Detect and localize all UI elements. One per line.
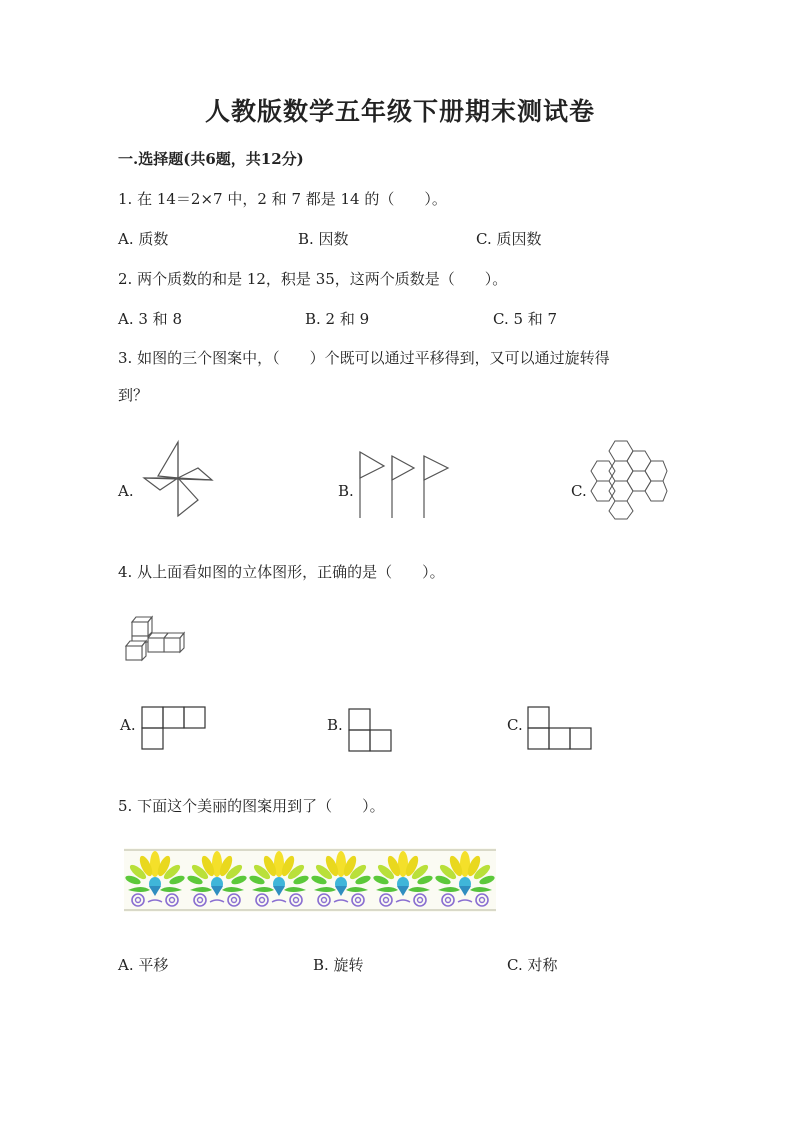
q5-option-c[interactable]: C. 对称 (507, 956, 558, 974)
question-2-text: 2. 两个质数的和是 12，积是 35，这两个质数是（ ）。 (118, 270, 508, 288)
q4-option-b[interactable]: B. (327, 716, 343, 734)
flower-border-icon (124, 848, 496, 912)
cube-stack-icon (124, 614, 188, 662)
q5-option-a[interactable]: A. 平移 (118, 956, 169, 974)
page-title: 人教版数学五年级下册期末测试卷 (204, 97, 595, 126)
q4-option-a[interactable]: A. (120, 716, 136, 734)
pinwheel-icon (140, 438, 220, 520)
q2-option-b[interactable]: B. 2 和 9 (305, 310, 370, 328)
q1-option-b[interactable]: B. 因数 (298, 230, 349, 248)
question-5-text: 5. 下面这个美丽的图案用到了（ ）。 (118, 797, 385, 815)
q3-option-b[interactable]: B. (338, 482, 354, 500)
question-1-text: 1. 在 14＝2×7 中，2 和 7 都是 14 的（ ）。 (118, 190, 447, 208)
q1-option-a[interactable]: A. 质数 (118, 230, 169, 248)
q5-option-b[interactable]: B. 旋转 (313, 956, 364, 974)
q1-option-c[interactable]: C. 质因数 (476, 230, 542, 248)
top-view-b-icon (348, 708, 394, 752)
top-view-c-icon (527, 706, 595, 752)
question-3-text-line2: 到？ (118, 386, 149, 404)
top-view-a-icon (141, 706, 207, 752)
q2-option-c[interactable]: C. 5 和 7 (493, 310, 558, 328)
q3-option-a[interactable]: A. (118, 482, 134, 500)
question-3-text-line1: 3. 如图的三个图案中，（ ）个既可以通过平移得到，又可以通过旋转得 (118, 349, 610, 367)
question-4-text: 4. 从上面看如图的立体图形，正确的是（ ）。 (118, 563, 445, 581)
section-heading: 一.选择题(共6题，共12分) (118, 150, 304, 168)
flags-icon (356, 448, 456, 520)
q3-option-c[interactable]: C. (571, 482, 587, 500)
q2-option-a[interactable]: A. 3 和 8 (118, 310, 182, 328)
q4-option-c[interactable]: C. (507, 716, 523, 734)
hexagons-icon (588, 438, 668, 520)
